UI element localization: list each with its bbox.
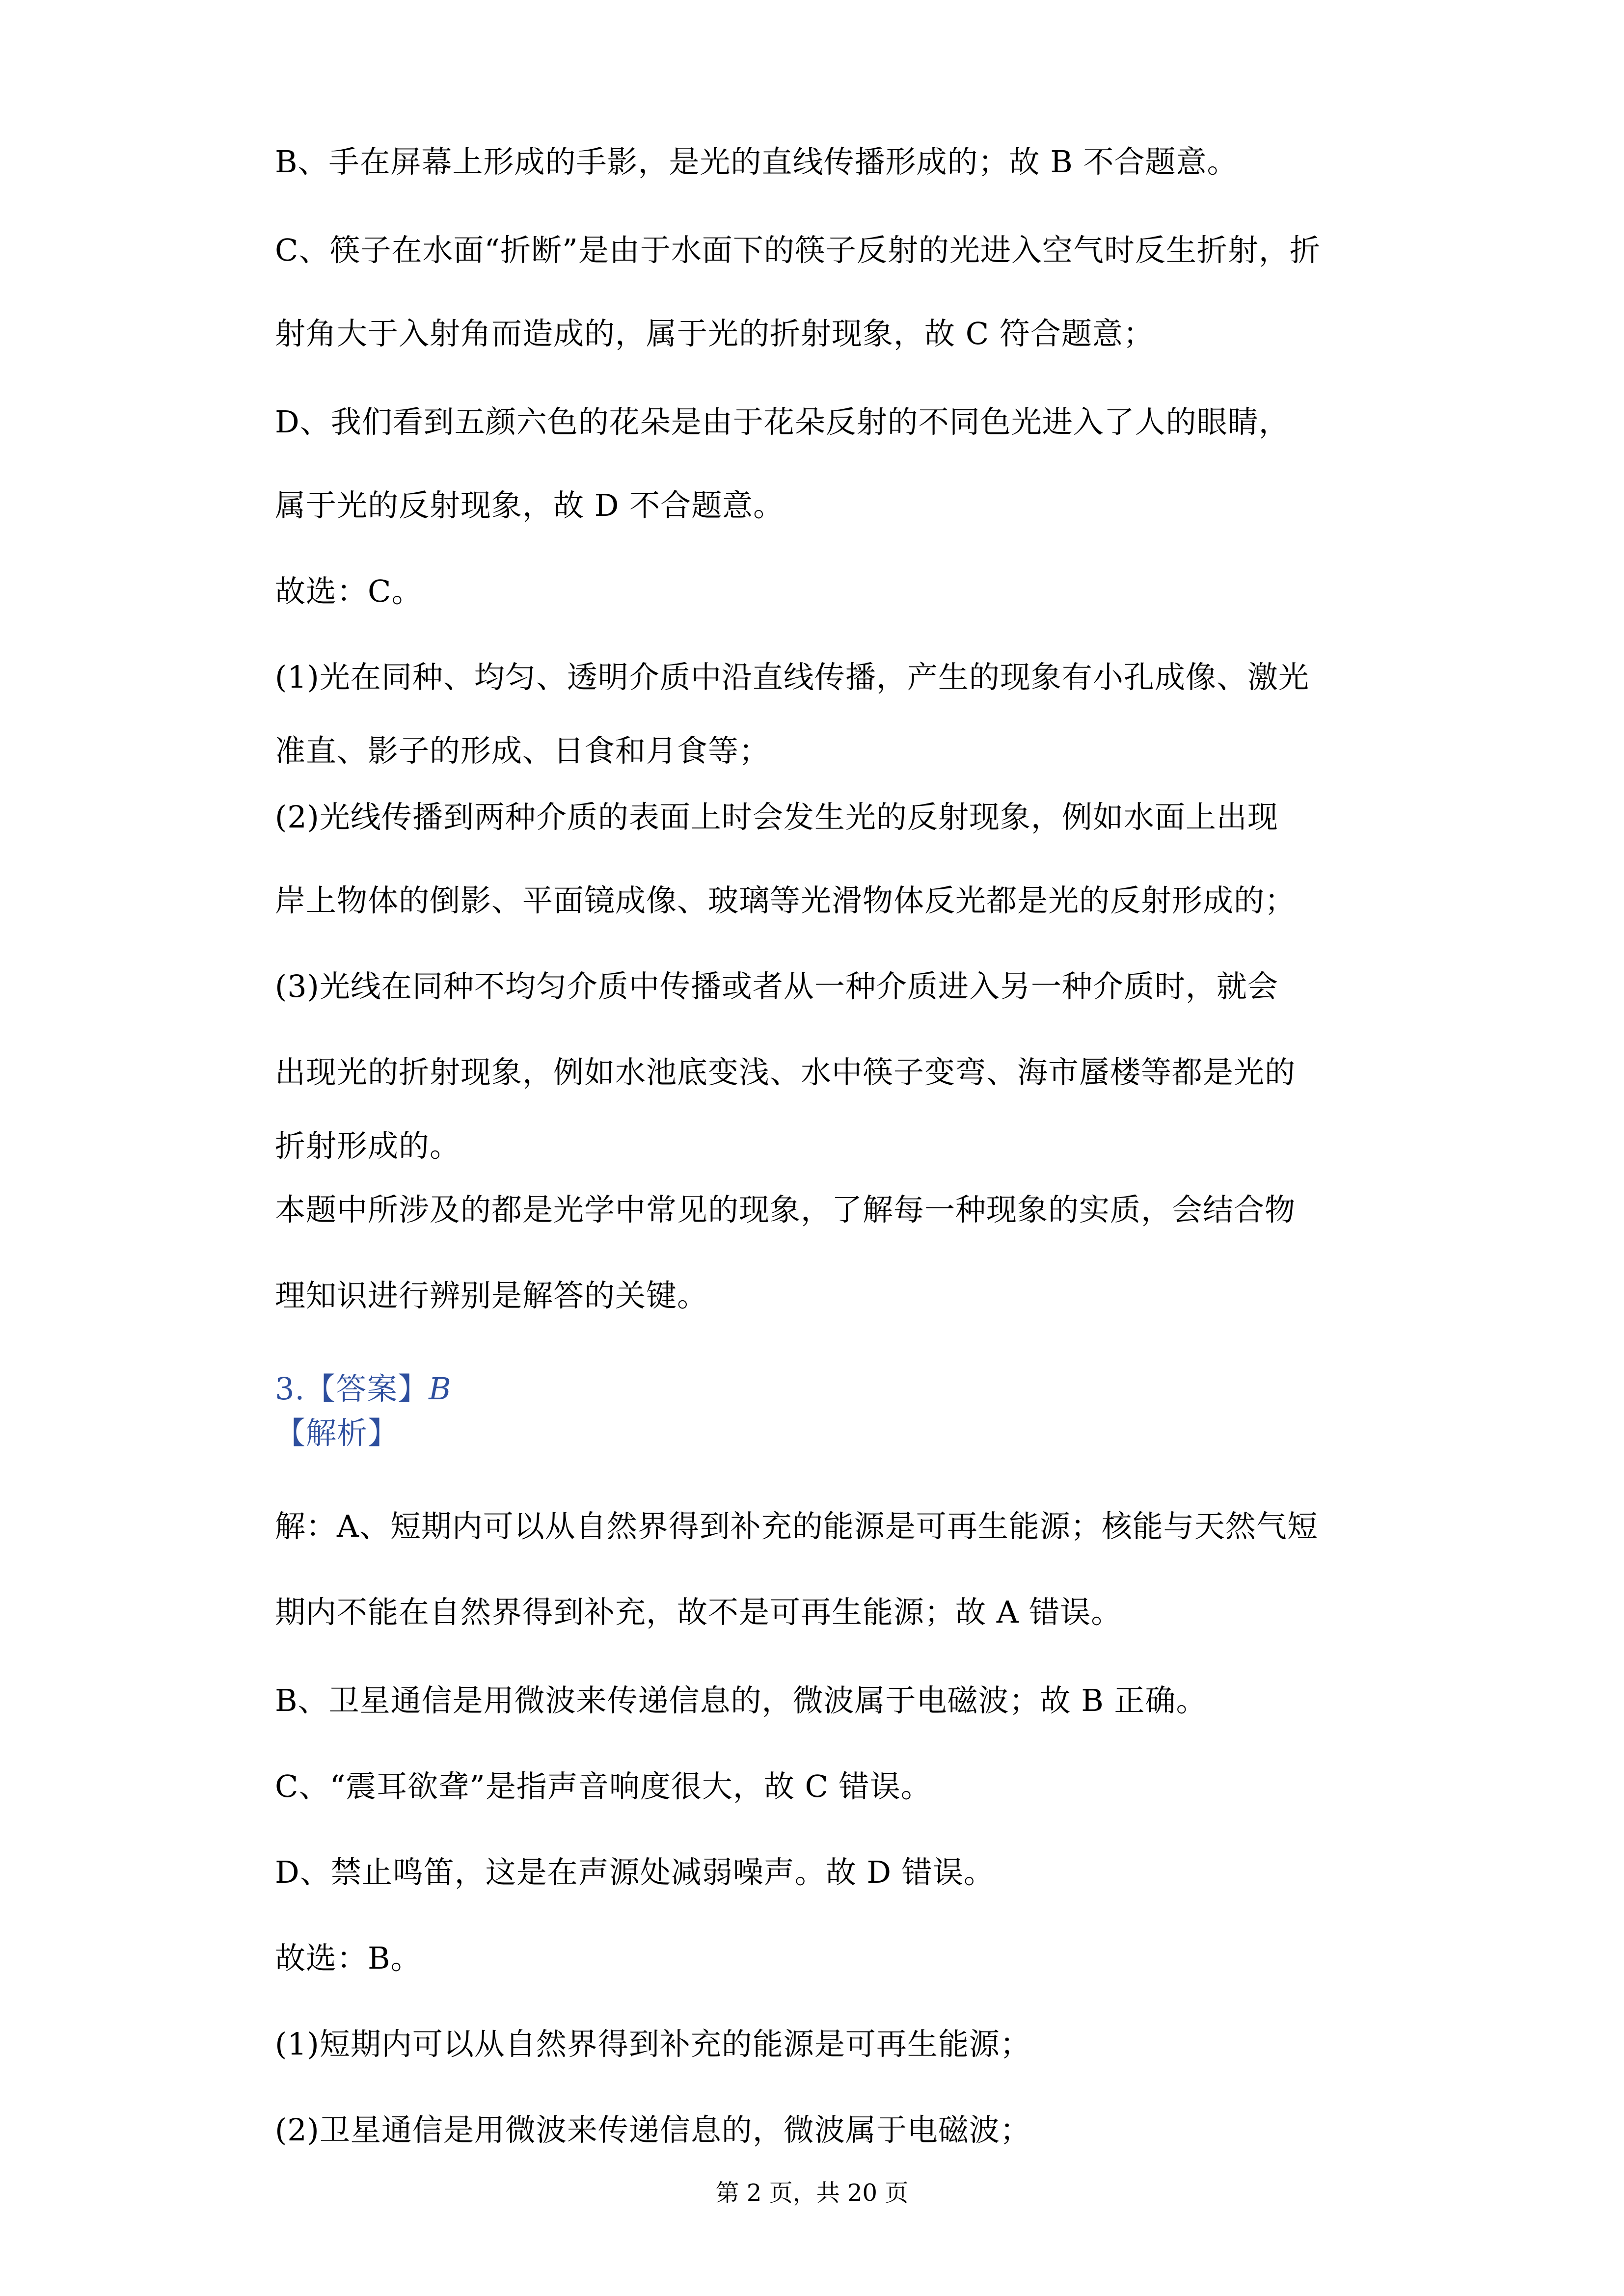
answer-value: B	[429, 1371, 452, 1407]
text-line: 解：A、短期内可以从自然界得到补充的能源是可再生能源；核能与天然气短	[275, 1508, 1318, 1544]
text-line: 折射形成的。	[275, 1128, 461, 1164]
answer-heading	[275, 1369, 452, 1409]
text-line: B、手在屏幕上形成的手影，是光的直线传播形成的；故 B 不合题意。	[275, 144, 1238, 180]
text-line: 期内不能在自然界得到补充，故不是可再生能源；故 A 错误。	[275, 1594, 1122, 1630]
text-line: (2)卫星通信是用微波来传递信息的，微波属于电磁波；	[275, 2112, 1031, 2148]
text-line: 故选：C。	[275, 573, 423, 609]
text-line: 故选：B。	[275, 1940, 422, 1976]
page-number: 第 2 页，共 20 页	[715, 2179, 909, 2207]
text-line: (1)光在同种、均匀、透明介质中沿直线传播，产生的现象有小孔成像、激光	[275, 659, 1309, 695]
text-line: C、筷子在水面“折断”是由于水面下的筷子反射的光进入空气时反生折射，折	[275, 232, 1321, 268]
text-line: D、禁止鸣笛，这是在声源处减弱噪声。故 D 错误。	[275, 1854, 995, 1890]
text-line: 出现光的折射现象，例如水池底变浅、水中筷子变弯、海市蜃楼等都是光的	[275, 1054, 1296, 1090]
text-line: (1)短期内可以从自然界得到补充的能源是可再生能源；	[275, 2026, 1031, 2062]
text-line: 属于光的反射现象，故 D 不合题意。	[275, 487, 785, 523]
text-line: 准直、影子的形成、日食和月食等；	[275, 733, 770, 769]
text-line: 射角大于入射角而造成的，属于光的折射现象，故 C 符合题意；	[275, 316, 1154, 351]
text-line: 岸上物体的倒影、平面镜成像、玻璃等光滑物体反光都是光的反射形成的；	[275, 882, 1296, 918]
text-line: C、“震耳欲聋”是指声音响度很大，故 C 错误。	[275, 1768, 932, 1804]
text-line: 理知识进行辨别是解答的关键。	[275, 1278, 708, 1313]
text-line: (2)光线传播到两种介质的表面上时会发生光的反射现象，例如水面上出现	[275, 799, 1278, 835]
analysis-label: 【解析】	[275, 1415, 399, 1451]
text-line: (3)光线在同种不均匀介质中传播或者从一种介质进入另一种介质时，就会	[275, 968, 1278, 1004]
text-line: 本题中所涉及的都是光学中常见的现象，了解每一种现象的实质，会结合物	[275, 1192, 1296, 1228]
answer-label: 3.【答案】	[275, 1371, 429, 1407]
text-line: D、我们看到五颜六色的花朵是由于花朵反射的不同色光进入了人的眼睛，	[275, 404, 1290, 440]
text-line: B、卫星通信是用微波来传递信息的，微波属于电磁波；故 B 正确。	[275, 1682, 1207, 1718]
